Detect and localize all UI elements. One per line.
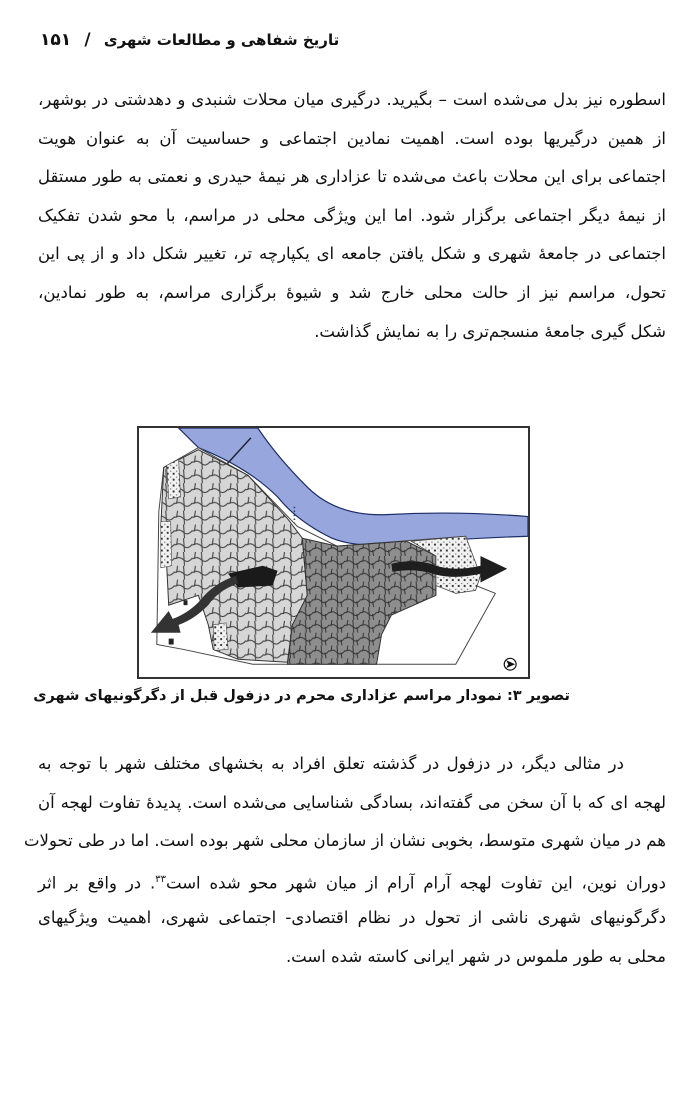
- map-image: [139, 428, 528, 677]
- text-line: محلی به طور ملموس در شهر ایرانی کاسته شده است.: [285, 946, 666, 966]
- dezful-map-figure: [137, 426, 530, 679]
- separator: /: [84, 30, 91, 50]
- text-line: از نیمهٔ دیگر اجتماعی برگزار شود. اما این ویژگی محلی در مراسم، با محو شدن تفکیک: [38, 205, 666, 225]
- caption-text: نمودار مراسم عزاداری محرم در دزفول قبل از دگرگونیهای شهری: [33, 688, 502, 704]
- text-line: از همین درگیریها بوده است. اهمیت نمادین اجتماعی و حساسیت آن به عنوان هویت: [38, 128, 666, 148]
- text-line: هم در میان شهری متوسط، بخوبی نشان از سازمان محلی شهر بوده است. اما در طی تحولات: [24, 831, 666, 851]
- caption-label: تصویر ۳:: [506, 688, 570, 704]
- text-line: اسطوره نیز بدل می‌شده است – بگیرید. درگیری میان محلات شنبدی و دهدشتی در بوشهر،: [38, 90, 666, 109]
- text-line-footnoted: [38, 861, 666, 900]
- running-header: [40, 30, 440, 50]
- paragraph-2: [24, 745, 666, 977]
- paragraph-1: [38, 81, 666, 351]
- figure-caption: [33, 688, 570, 704]
- footnote-ref[interactable]: ۳۳: [155, 873, 167, 885]
- north-arrow-icon: [504, 658, 516, 670]
- text-line: لهجه ای که با آن سخن می گفته‌اند، بسادگی شناسایی می‌شده است. پدیدهٔ تفاوت لهجه آن: [38, 792, 666, 812]
- line-text: دوران نوین، این تفاوت لهجه آرام آرام از میان شهر محو شده است: [166, 873, 666, 893]
- line-tail: . در واقع بر اثر: [38, 873, 156, 893]
- text-line: دگرگونیهای شهری ناشی از تحول در نظام اقتصادی- اجتماعی شهری، اهمیت ویژگیهای: [38, 908, 666, 928]
- page-number: ۱۵۱: [40, 30, 72, 50]
- book-title: تاریخ شفاهی و مطالعات شهری: [103, 31, 340, 49]
- orchard-west: [161, 521, 172, 567]
- text-line: اجتماعی در جامعهٔ شهری و شکل یافتن جامعه ای یکپارچه تر، تغییر شکل داد و از پی این: [38, 244, 666, 264]
- text-line: شکل گیری جامعهٔ منسجم‌تری را به نمایش گذاشت.: [314, 321, 666, 341]
- text-line: اجتماعی برای این محلات باعث می‌شده تا عزاداری هر نیمهٔ حیدری و نعمتی به طور مستقل: [38, 167, 666, 187]
- text-line: تحول، مراسم نیز از حالت محلی خارج شد و شیوهٔ برگزاری مراسم، به طور نمادین،: [38, 282, 666, 302]
- text-line: در مثالی دیگر، در دزفول در گذشته تعلق افراد به بخشهای مختلف شهر با توجه به: [38, 754, 624, 773]
